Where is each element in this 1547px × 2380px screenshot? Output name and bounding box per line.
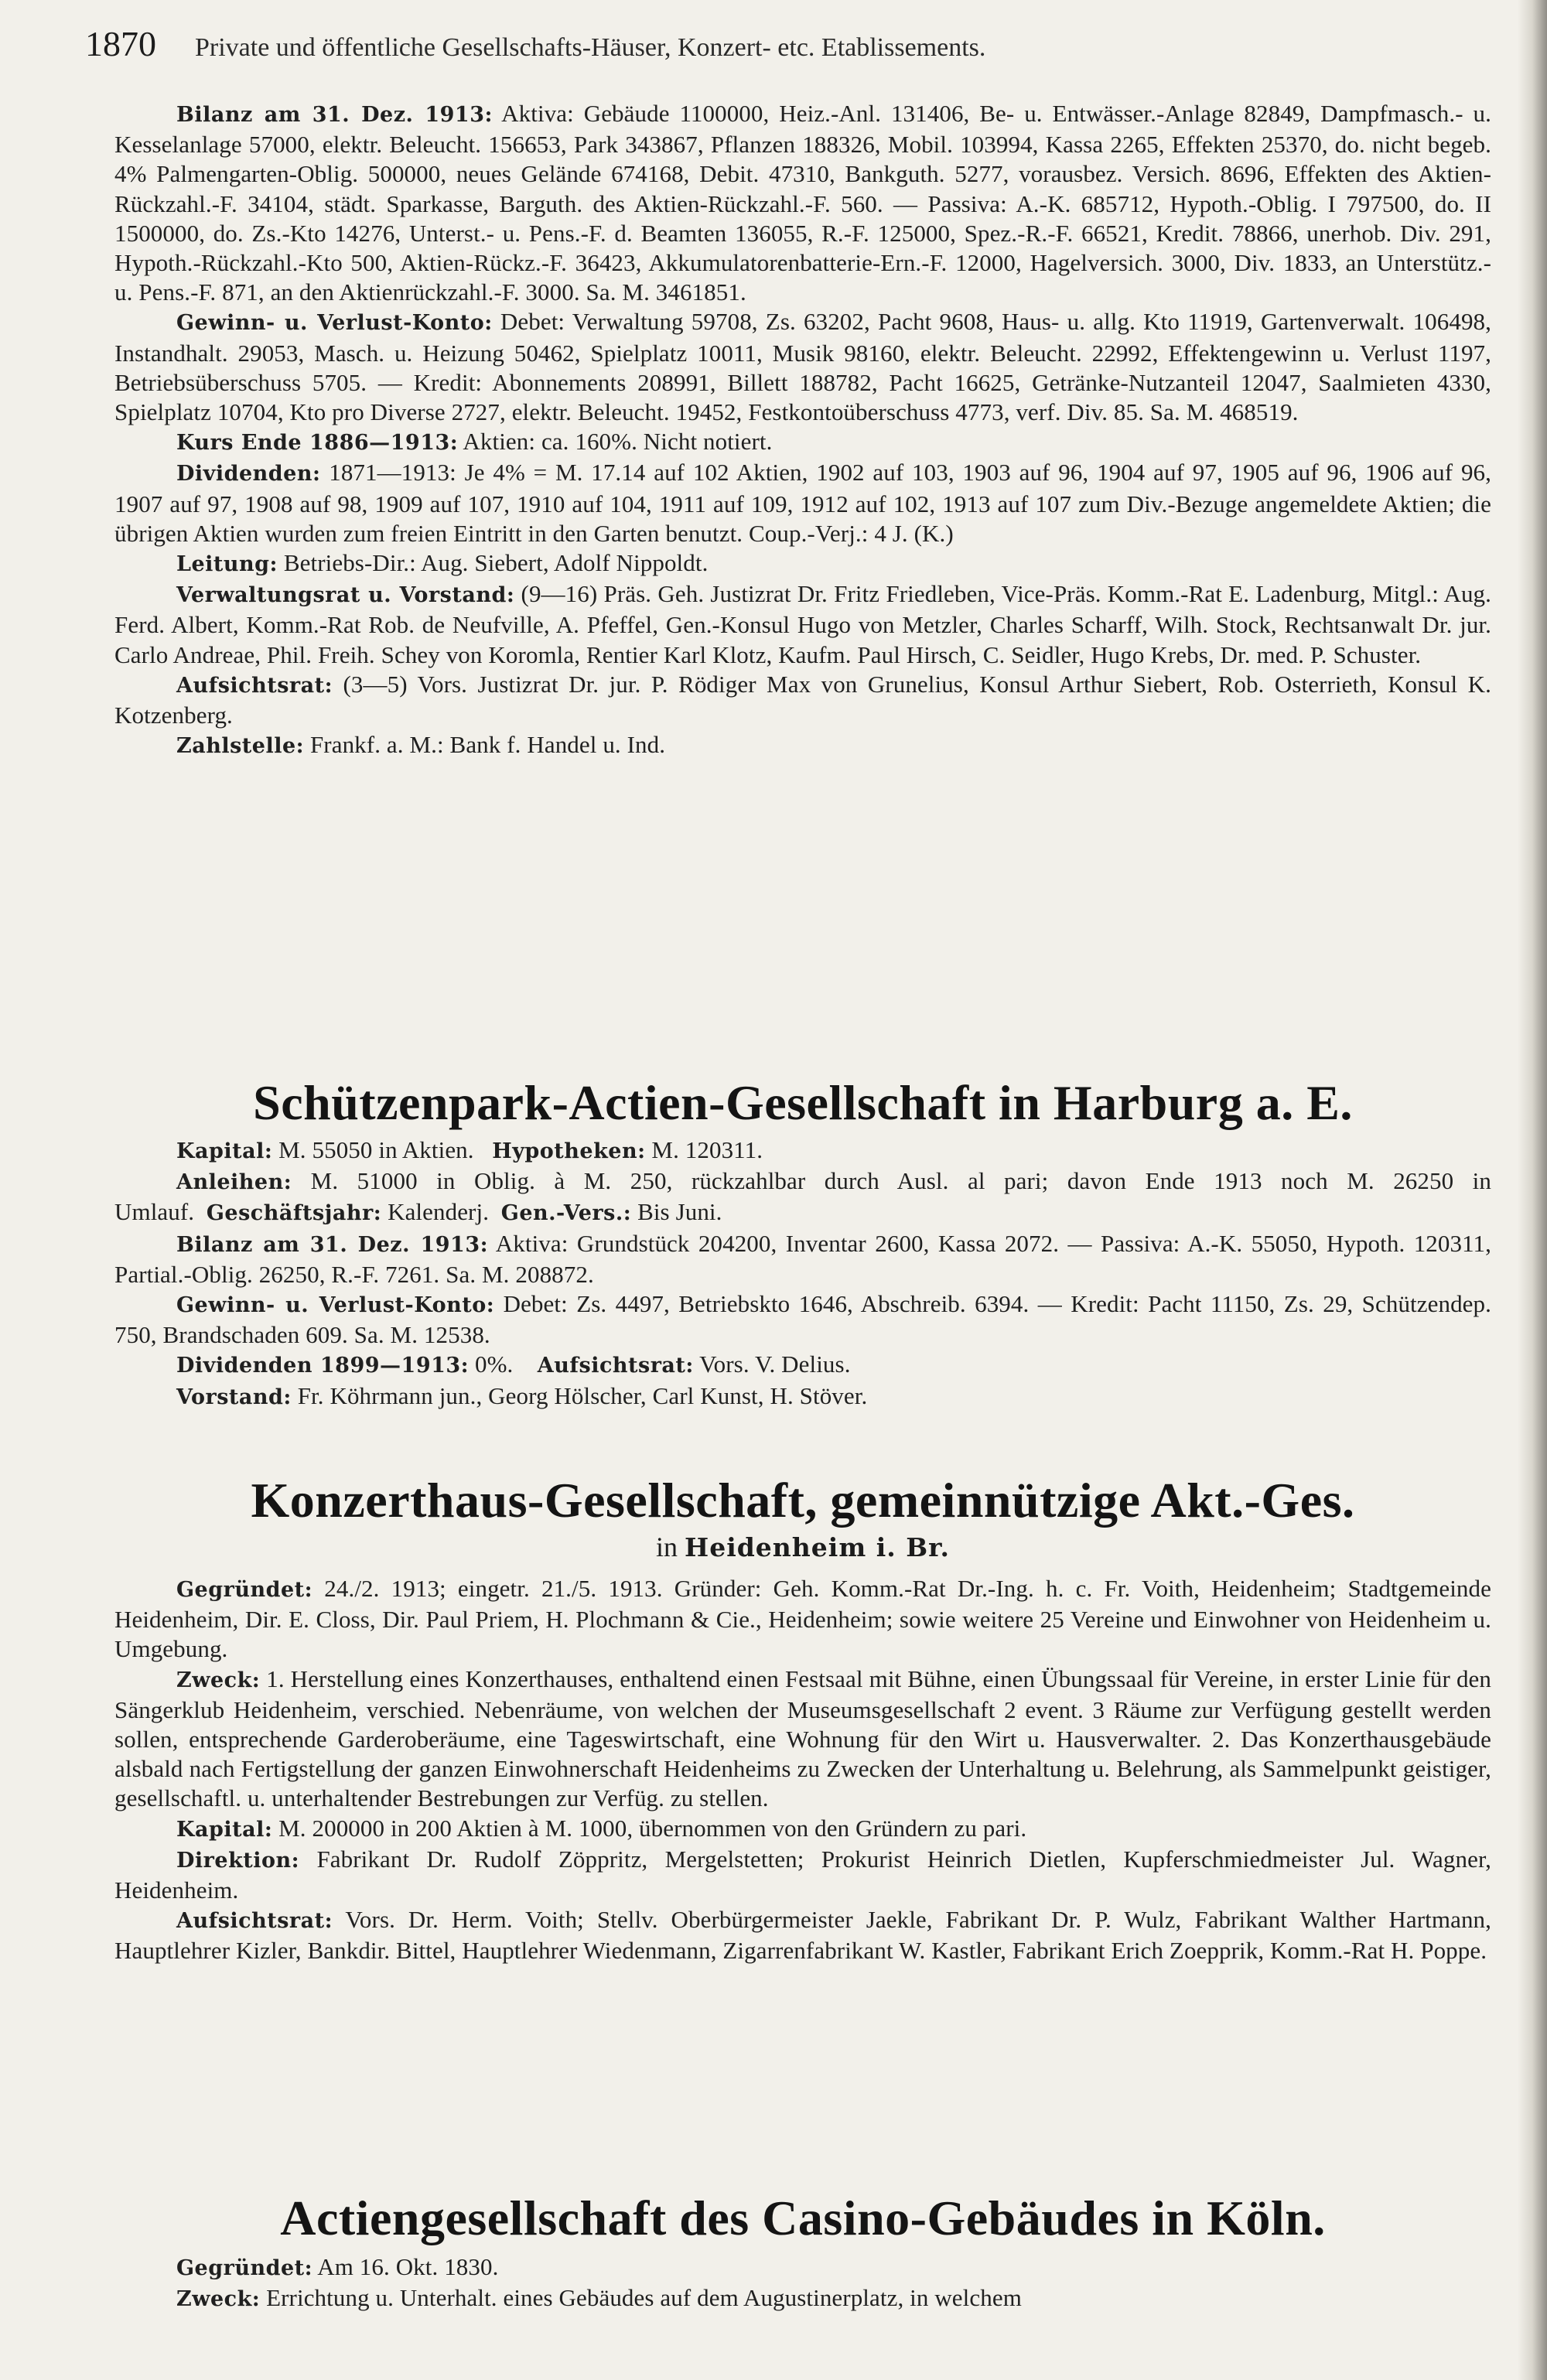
aufsichtsrat-text: Vors. Dr. Herm. Voith; Stellv. Oberbürgermeister Jaekle, Fabrikant Dr. P. Wulz, Fabrikant Walther Hartmann, Hauptlehrer Kizler, Bankdir. Bittel, Hauptlehrer Wiedenmann, Zigarrenfabrikant W. Kastler, Fabrikant Erich Zoepprik, Komm.-Rat H. Poppe. (114, 1906, 1491, 1965)
kapital-text: M. 55050 in Aktien. (272, 1136, 474, 1163)
verwaltungsrat-paragraph (114, 579, 1491, 670)
gewinn-text: Debet: Verwaltung 59708, Zs. 63202, Pacht 9608, Haus- u. allg. Kto 11919, Gartenverwalt. 106498, Instandhalt. 29053, Masch. u. Heizung 50462, Spielplatz 10011, Musik 98160, elektr. Beleucht. 22992, Effektengewinn u. Verlust 1197, Betriebsüberschuss 5705. — Kredit: Abonnements 208991, Billett 188782, Pacht 16625, Getränke-Nutzanteil 12047, Saalmieten 4330, Spielplatz 10704, Kto pro Diverse 2727, elektr. Beleucht. 19452, Festkontoüberschuss 4773, verf. Div. 85. Sa. M. 468519. (114, 308, 1491, 426)
gewinn-paragraph (114, 307, 1491, 427)
kurs-text: Aktien: ca. 160%. Nicht notiert. (458, 428, 773, 456)
aufsichtsrat-label: Aufsichtsrat: (176, 673, 333, 698)
entry-casino-koeln (114, 2189, 1491, 2314)
anleihen-label: Anleihen: (176, 1170, 292, 1195)
anleihen-paragraph (114, 1166, 1491, 1228)
zweck-label: Zweck: (176, 2287, 261, 2312)
gegruendet-paragraph (114, 1574, 1491, 1665)
running-head: Private und öffentliche Gesellschafts-Häuser, Konzert- etc. Etablissements. (195, 33, 986, 62)
aufsichtsrat-label: Aufsichtsrat: (537, 1354, 694, 1378)
geschaeftsjahr-label: Geschäftsjahr: (206, 1201, 382, 1226)
verwaltungsrat-label: Verwaltungsrat u. Vorstand: (176, 583, 515, 608)
entry-continued (114, 99, 1491, 761)
vorstand-paragraph (114, 1381, 1491, 1412)
vorstand-label: Vorstand: (176, 1385, 292, 1409)
kapital-label: Kapital: (176, 1139, 273, 1163)
leitung-paragraph (114, 548, 1491, 579)
direktion-text: Fabrikant Dr. Rudolf Zöppritz, Mergelstetten; Prokurist Heinrich Dietlen, Kupferschmiedmeister Jul. Wagner, Heidenheim. (114, 1845, 1491, 1904)
zahlstelle-paragraph (114, 730, 1491, 761)
entry-schuetzenpark (114, 1074, 1491, 1412)
kapital-paragraph (114, 1814, 1491, 1845)
location-name: Heidenheim i. Br. (685, 1532, 950, 1562)
direktion-label: Direktion: (176, 1848, 300, 1873)
aufsichtsrat-text: (3—5) Vors. Justizrat Dr. jur. P. Rödiger Max von Grunelius, Konsul Arthur Siebert, Rob. Osterrieth, Konsul K. Kotzenberg. (114, 670, 1491, 729)
bilanz-label: Bilanz am 31. Dez. 1913: (176, 1232, 489, 1257)
bilanz-paragraph (114, 99, 1491, 307)
page-header (85, 23, 1493, 70)
leitung-text: Betriebs-Dir.: Aug. Siebert, Adolf Nippoldt. (278, 549, 709, 577)
company-title: Konzerthaus-Gesellschaft, gemeinnützige Akt.-Ges. (251, 1473, 1355, 1528)
aufsichtsrat-paragraph (114, 1905, 1491, 1965)
gegruendet-text: 24./2. 1913; eingetr. 21./5. 1913. Gründer: Geh. Komm.-Rat Dr.-Ing. h. c. Fr. Voith, Heidenheim; Stadtgemeinde Heidenheim, Dir. E. Closs, Dir. Paul Priem, H. Plochmann & Cie., Heidenheim; sowie weitere 25 Vereine und Einwohner von Heidenheim u. Umgebung. (114, 1575, 1491, 1663)
zweck-text: 1. Herstellung eines Konzerthauses, enthaltend einen Festsaal mit Bühne, einen Übungssaal für Vereine, in erster Linie für den Sängerklub Heidenheim, verschied. Nebenräume, von welchen der Museumsgesellschaft 2 event. 3 Räume zur Verfügung gestellt werden sollen, entsprechende Garderoberäume, eine Tageswirtschaft, eine Wohnung für den Wirt u. Hausverwalter. 2. Das Konzerthausgebäude alsbald nach Fertigstellung der ganzen Einwohnerschaft Heidenheims zu Zwecken der Unterhaltung u. Belehrung, als Sammelpunkt geistiger, gesellschaftl. u. unterhaltender Bestrebungen zur Verfüg. zu stellen. (114, 1665, 1491, 1812)
bilanz-text: Aktiva: Gebäude 1100000, Heiz.-Anl. 131406, Be- u. Entwässer.-Anlage 82849, Dampfmasch.- u. Kesselanlage 57000, elektr. Beleucht. 156653, Park 343867, Pflanzen 188326, Mobil. 103994, Kassa 2265, Effekten 25370, do. nicht begeb. 4% Palmengarten-Oblig. 500000, neues Gelände 674168, Debit. 47310, Bankguth. 5277, vorausbez. Versich. 8696, Effekten des Aktien-Rückzahl.-F. 34104, städt. Sparkasse, Barguth. des Aktien-Rückzahl.-F. 560. — Passiva: A.-K. 685712, Hypoth.-Oblig. I 797500, do. II 1500000, do. Zs.-Kto 14276, Unterst.- u. Pens.-F. d. Beamten 136055, R.-F. 125000, Spez.-R.-F. 66521, Kredit. 78866, unerhob. Div. 291, Hypoth.-Rückzahl.-Kto 500, Aktien-Rückz.-F. 36423, Akkumulatorenbatterie-Ern.-F. 12000, Hagelversich. 3000, Div. 1833, an Unterstütz.- u. Pens.-F. 871, an den Aktienrückzahl.-F. 3000. Sa. M. 3461851. (114, 100, 1491, 306)
kapital-paragraph (114, 1135, 1491, 1166)
geschaeftsjahr-text: Kalenderj. (381, 1198, 490, 1226)
bilanz-paragraph (114, 1229, 1491, 1289)
zweck-paragraph (114, 2283, 1491, 2314)
dividenden-paragraph (114, 1350, 1491, 1381)
dividenden-label: Dividenden: (176, 462, 321, 487)
company-title: Schützenpark-Actien-Gesellschaft in Harburg a. E. (253, 1075, 1353, 1130)
bilanz-label: Bilanz am 31. Dez. 1913: (176, 103, 493, 127)
vorstand-text: Fr. Köhrmann jun., Georg Hölscher, Carl Kunst, H. Stöver. (291, 1381, 868, 1409)
direktion-paragraph (114, 1845, 1491, 1905)
leitung-label: Leitung: (176, 552, 278, 577)
zahlstelle-text: Frankf. a. M.: Bank f. Handel u. Ind. (304, 731, 666, 759)
location-prefix: in (656, 1531, 685, 1562)
aufsichtsrat-paragraph (114, 670, 1491, 730)
kurs-label: Kurs Ende 1886—1913: (176, 431, 459, 456)
zweck-label: Zweck: (176, 1668, 261, 1692)
zweck-paragraph (114, 1665, 1491, 1814)
dividenden-paragraph (114, 458, 1491, 548)
gen-vers-text: Bis Juni. (631, 1198, 722, 1226)
company-location (114, 1530, 1491, 1565)
gen-vers-label: Gen.-Vers.: (500, 1201, 632, 1226)
kapital-text: M. 200000 in 200 Aktien à M. 1000, übernommen von den Gründern zu pari. (272, 1814, 1027, 1842)
bilanz-text: Aktiva: Grundstück 204200, Inventar 2600, Kassa 2072. — Passiva: A.-K. 55050, Hypoth. 120311, Partial.-Oblig. 26250, R.-F. 7261. Sa. M. 208872. (114, 1229, 1491, 1288)
gegruendet-paragraph (114, 2252, 1491, 2283)
entry-konzerthaus (114, 1471, 1491, 1966)
hypotheken-text: M. 120311. (645, 1136, 763, 1163)
verwaltungsrat-text: (9—16) Präs. Geh. Justizrat Dr. Fritz Friedleben, Vice-Präs. Komm.-Rat E. Ladenburg, Mitgl.: Aug. Ferd. Albert, Komm.-Rat Rob. de Neufville, A. Pfeffel, Gen.-Konsul Hugo von Metzler, Charles Scharff, Wilh. Stock, Rechtsanwalt Dr. jur. Carlo Andreae, Phil. Freih. Schey von Koromla, Rentier Karl Klotz, Kaufm. Paul Hirsch, C. Seidler, Hugo Krebs, Dr. med. P. Schuster. (114, 580, 1491, 668)
dividenden-text: 1871—1913: Je 4% = M. 17.14 auf 102 Aktien, 1902 auf 103, 1903 auf 96, 1904 auf 97, 1905 auf 96, 1906 auf 96, 1907 auf 97, 1908 auf 98, 1909 auf 107, 1910 auf 104, 1911 auf 109, 1912 auf 102, 1913 auf 107 zum Div.-Bezuge angemeldete Aktien; die übrigen Aktien wurden zum freien Eintritt in den Garten benutzt. Coup.-Verj.: 4 J. (K.) (114, 459, 1491, 547)
kurs-paragraph (114, 427, 1491, 458)
company-title: Actiengesellschaft des Casino-Gebäudes in Köln. (280, 2190, 1326, 2245)
anleihen-text: M. 51000 in Oblig. à M. 250, rückzahlbar durch Ausl. al pari; davon Ende 1913 noch M. 26250 in Umlauf. (114, 1167, 1491, 1226)
kapital-label: Kapital: (176, 1817, 273, 1842)
gewinn-text: Debet: Zs. 4497, Betriebskto 1646, Abschreib. 6394. — Kredit: Pacht 11150, Zs. 29, Schützendep. 750, Brandschaden 609. Sa. M. 12538. (114, 1290, 1491, 1349)
gewinn-paragraph (114, 1289, 1491, 1350)
dividenden-label: Dividenden 1899—1913: (176, 1354, 470, 1378)
gegruendet-text: Am 16. Okt. 1830. (312, 2253, 499, 2280)
aufsichtsrat-label: Aufsichtsrat: (176, 1909, 333, 1934)
gegruendet-label: Gegründet: (176, 2256, 313, 2280)
gegruendet-label: Gegründet: (176, 1578, 313, 1602)
page-number: 1870 (85, 24, 156, 63)
gewinn-label: Gewinn- u. Verlust-Konto: (176, 1293, 495, 1318)
aufsichtsrat-text: Vors. V. Delius. (693, 1350, 851, 1378)
dividenden-text: 0%. (469, 1350, 514, 1378)
gewinn-label: Gewinn- u. Verlust-Konto: (176, 311, 493, 336)
page-edge-shadow (1518, 0, 1547, 2380)
zahlstelle-label: Zahlstelle: (176, 734, 305, 759)
hypotheken-label: Hypotheken: (492, 1139, 646, 1163)
zweck-text: Errichtung u. Unterhalt. eines Gebäudes auf dem Augustinerplatz, in welchem (260, 2284, 1022, 2312)
